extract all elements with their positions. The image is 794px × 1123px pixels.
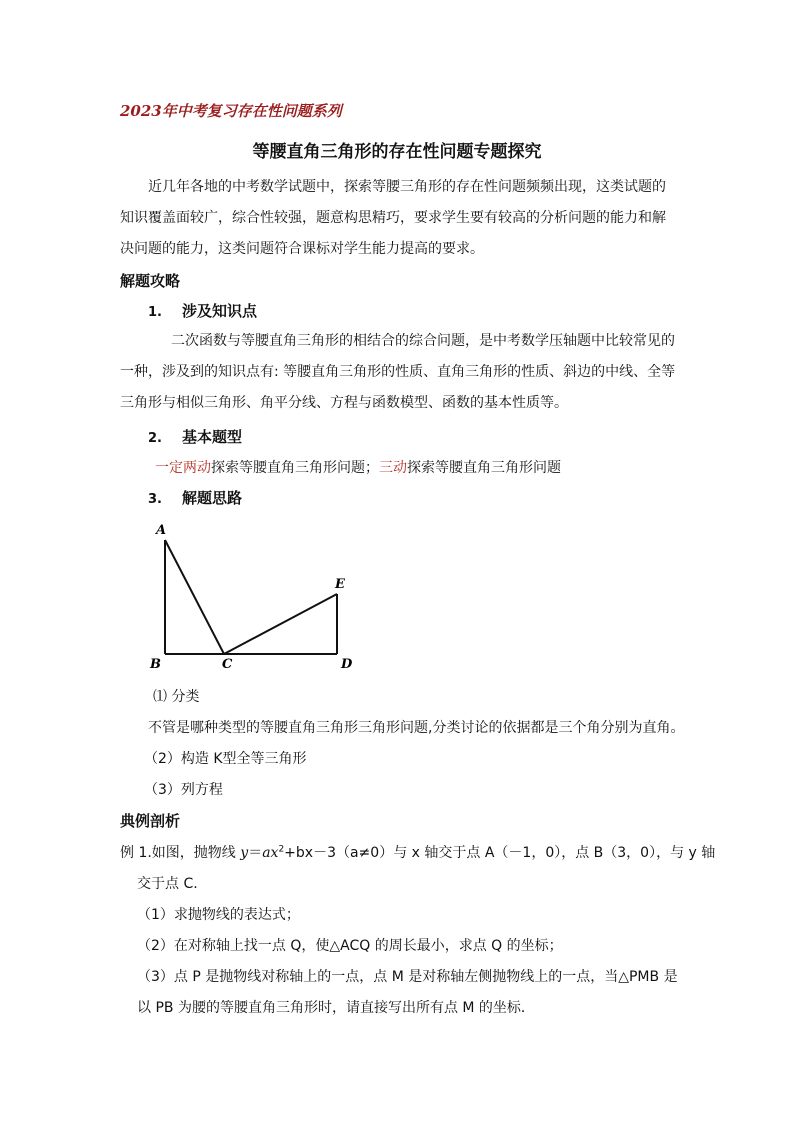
point-label-b: B bbox=[150, 657, 161, 672]
formula-eq: ＝ bbox=[248, 845, 263, 861]
segment-ce bbox=[224, 594, 337, 654]
example-1-question-2: （2）在对称轴上找一点 Q，使△ACQ 的周长最小，求点 Q 的坐标； bbox=[137, 938, 563, 954]
formula-y: y bbox=[240, 845, 249, 861]
series-title: 2023年中考复习存在性问题系列 bbox=[120, 102, 342, 120]
types-text-2: 探索等腰直角三角形问题 bbox=[407, 460, 561, 476]
example-1-intro: 例 1.如图，抛物线 bbox=[120, 845, 241, 861]
section-heading-strategy: 解题攻略 bbox=[120, 272, 181, 290]
approach-sub-3: （3）列方程 bbox=[144, 782, 223, 798]
page-title: 等腰直角三角形的存在性问题专题探究 bbox=[252, 142, 542, 162]
example-1-question-1: （1）求抛物线的表达式； bbox=[137, 907, 300, 923]
approach-sub-1: ⑴ 分类 bbox=[153, 689, 200, 705]
item-title: 涉及知识点 bbox=[182, 302, 258, 320]
formula-exponent: 2 bbox=[278, 844, 285, 855]
approach-sub-2: （2）构造 K型全等三角形 bbox=[144, 751, 307, 767]
item-heading-types bbox=[148, 426, 242, 447]
knowledge-line-1: 二次函数与等腰直角三角形的相结合的综合问题，是中考数学压轴题中比较常见的 bbox=[171, 333, 675, 349]
item-number: 3. bbox=[148, 492, 162, 507]
k-shape-diagram bbox=[140, 518, 370, 678]
types-line bbox=[155, 457, 561, 477]
approach-sub-1-text: 不管是哪种类型的等腰直角三角形三角形问题,分类讨论的依据都是三个角分别为直角。 bbox=[148, 720, 685, 736]
segment-ac bbox=[165, 540, 224, 654]
highlight-three-moving: 三动 bbox=[379, 460, 407, 476]
point-label-e: E bbox=[335, 577, 345, 592]
item-title: 基本题型 bbox=[182, 428, 243, 446]
point-label-a: A bbox=[156, 523, 167, 538]
intro-paragraph: 近几年各地的中考数学试题中，探索等腰三角形的存在性问题频频出现，这类试题的知识覆盖面较广，综合性较强，题意构思精巧，要求学生要有较高的分析问题的能力和解决问题的能力，这类问题符合课标对学生能力提高的要求。 bbox=[120, 179, 666, 257]
point-label-d: D bbox=[341, 657, 353, 672]
knowledge-line-3: 三角形与相似三角形、角平分线、方程与函数模型、函数的基本性质等。 bbox=[120, 395, 568, 411]
item-number: 2. bbox=[148, 431, 162, 446]
item-title: 解题思路 bbox=[182, 489, 243, 507]
example-1-line-2: 交于点 C. bbox=[137, 876, 198, 892]
knowledge-line-2: 一种，涉及到的知识点有: 等腰直角三角形的性质、直角三角形的性质、斜边的中线、全等 bbox=[120, 364, 676, 380]
section-heading-examples: 典例剖析 bbox=[120, 812, 181, 830]
example-1-question-3b: 以 PB 为腰的等腰直角三角形时，请直接写出所有点 M 的坐标． bbox=[137, 1000, 535, 1016]
point-label-c: C bbox=[222, 657, 233, 672]
formula-ax: ax bbox=[262, 845, 279, 861]
item-number: 1. bbox=[148, 305, 162, 320]
types-text-1: 探索等腰直角三角形问题； bbox=[211, 460, 379, 476]
example-1-question-3a: （3）点 P 是抛物线对称轴上的一点，点 M 是对称轴左侧抛物线上的一点，当△PMB 是 bbox=[137, 969, 678, 985]
item-heading-knowledge bbox=[148, 300, 257, 321]
item-heading-approach bbox=[148, 487, 242, 508]
highlight-one-fixed-two-moving: 一定两动 bbox=[155, 460, 211, 476]
formula-rest: +bx－3（a≠0）与 x 轴交于点 A（－1，0），点 B（3，0），与 y 轴 bbox=[284, 845, 716, 861]
example-1-line-1 bbox=[120, 842, 715, 862]
